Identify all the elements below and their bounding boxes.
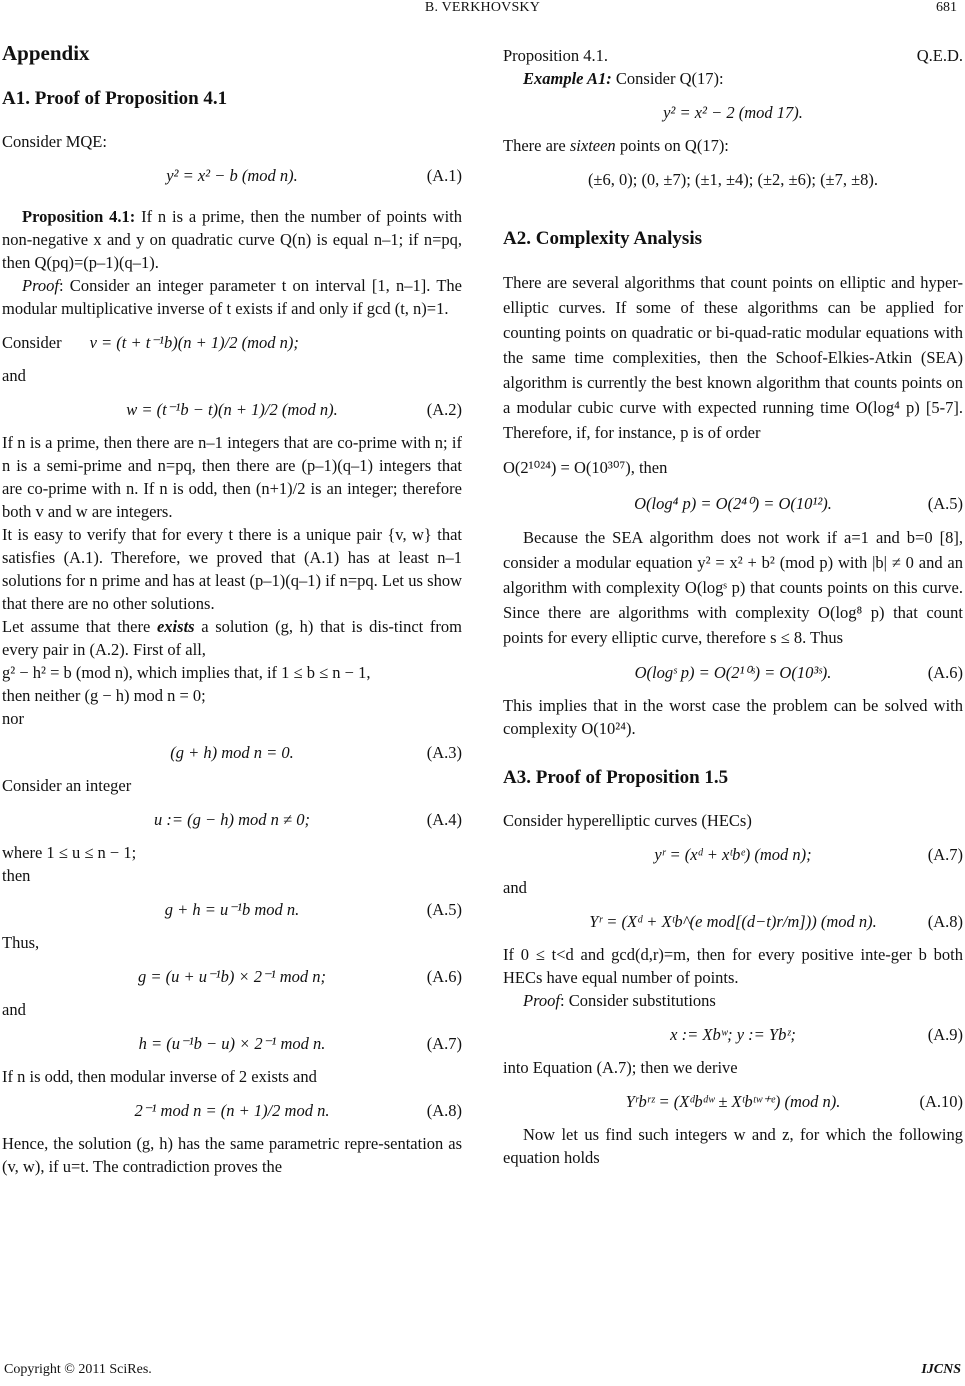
equation-a3 — [2, 738, 462, 766]
proposition-text: If n is a prime, then the number of points with non-negative x and y on quadratic curve Q(n) is equal n–1; if n=pq, then Q(pq)=(p–1)(q–1). — [2, 207, 462, 272]
para-now: Now let us find such integers w and z, for which the following equation holds — [503, 1125, 963, 1167]
equation-a1 — [2, 161, 462, 189]
equation-a3-body: (g + h) mod n = 0. — [170, 742, 294, 762]
equation-a7-right-number: (A.7) — [927, 844, 963, 864]
proof-label: Proof — [22, 276, 59, 295]
equation-a2 — [2, 395, 462, 423]
para-coprime: If n is a prime, then there are n–1 integers that are co-prime with n; if n is a semi-prime and n=pq, then there are (p–1)(q–1) integers that are co-prime with n. If n is odd, then (n+1)/2 is an integer; therefore both v and w are integers. — [2, 433, 462, 521]
consider-word: Consider — [2, 332, 62, 352]
equation-a2-number: (A.2) — [426, 399, 462, 419]
equation-a6-right — [503, 658, 963, 686]
if-odd: If n is odd, then modular inverse of 2 exists and — [2, 1067, 317, 1086]
right-column — [503, 44, 963, 1169]
equation-gh-line: g² − h² = b (mod n), which implies that, if 1 ≤ b ≤ n − 1, — [2, 663, 371, 682]
equation-a7 — [2, 1029, 462, 1057]
equation-a7-number: (A.7) — [426, 1033, 462, 1053]
equation-a7-right — [503, 840, 963, 868]
footer-journal: IJCNS — [921, 1362, 961, 1377]
qed-mark: Q.E.D. — [916, 46, 963, 65]
equation-a8 — [2, 1096, 462, 1124]
sixteen-end: points on Q(17): — [615, 136, 729, 155]
equation-a1-number: (A.1) — [426, 165, 462, 185]
nor: nor — [2, 709, 24, 728]
para-worst: This implies that in the worst case the problem can be solved with complexity O(10²⁴). — [503, 696, 963, 738]
equation-a5-number: (A.5) — [426, 899, 462, 919]
para-verify: It is easy to verify that for every t there is a unique pair {v, w} that satisfies (A.1). Therefore, we proved that (A.1) has at least n–1 solutions for n prime and has at least (p–1)(q–1) if n=pq. Let us show that there are no other solutions. — [2, 525, 462, 613]
equation-a8-right-body: Yʳ = (Xᵈ + Xᵗb^(e mod[(d−t)r/m])) (mod n). — [589, 911, 877, 931]
equation-a1-body: y² = x² − b (mod n). — [166, 165, 298, 185]
equation-a5 — [2, 895, 462, 923]
equation-a10-number: (A.10) — [919, 1091, 963, 1111]
where-line: where 1 ≤ u ≤ n − 1; — [2, 843, 137, 862]
and-1: and — [2, 366, 26, 385]
proposition-4-1 — [2, 205, 462, 274]
para-hence: Hence, the solution (g, h) has the same parametric repre-sentation as (v, w), if u=t. The contradiction proves the — [2, 1134, 462, 1176]
equation-example — [503, 98, 963, 126]
equation-points — [503, 165, 963, 193]
para-because: Because the SEA algorithm does not work if a=1 and b=0 [8], consider a modular equation y² = x² + b² (mod p) with |b| ≠ 0 and an algorithm with complexity O(logˢ p) that counts points on this curve. Since there are algorithms with complexity O(log⁸ p) that count points for every elliptic curve, therefore s ≤ 8. Thus — [503, 528, 963, 647]
proof-2 — [503, 989, 963, 1012]
equation-v — [2, 328, 462, 356]
equation-example-body: y² = x² − 2 (mod 17). — [663, 102, 803, 122]
consider-integer: Consider an integer — [2, 776, 132, 795]
para-if-t: If 0 ≤ t<d and gcd(d,r)=m, then for every positive inte-ger b both HECs have equal number of points. — [503, 945, 963, 987]
equation-a8-number: (A.8) — [426, 1100, 462, 1120]
equation-order-body: O(2¹⁰²⁴) = O(10³⁰⁷), then — [503, 457, 668, 477]
proof-text: : Consider an integer parameter t on interval [1, n–1]. The modular multiplicative inverse of t exists if and only if gcd (t, n)=1. — [2, 276, 462, 318]
proof2-text: : Consider substitutions — [559, 991, 716, 1010]
equation-a8-right-number: (A.8) — [927, 911, 963, 931]
equation-a6-right-number: (A.6) — [927, 662, 963, 682]
section-a1-heading: A1. Proof of Proposition 4.1 — [2, 88, 228, 109]
equation-a5-right-body: O(log⁴ p) = O(2⁴⁰) = O(10¹²). — [634, 493, 832, 513]
left-column — [2, 38, 462, 1178]
sixteen-italic: sixteen — [569, 136, 616, 155]
example-text: Consider Q(17): — [611, 69, 724, 88]
consider-hec: Consider hyperelliptic curves (HECs) — [503, 811, 752, 830]
equation-a4-number: (A.4) — [426, 809, 462, 829]
equation-a9 — [503, 1020, 963, 1048]
equation-a2-body: w = (t⁻¹b − t)(n + 1)/2 (mod n). — [126, 399, 338, 419]
into-equation: into Equation (A.7); then we derive — [503, 1058, 738, 1077]
equation-a8-body: 2⁻¹ mod n = (n + 1)/2 mod n. — [134, 1100, 330, 1120]
consider-mqe: Consider MQE: — [2, 132, 107, 151]
equation-a5-right — [503, 489, 963, 517]
equation-a3-number: (A.3) — [426, 742, 462, 762]
equation-a5-right-number: (A.5) — [927, 493, 963, 513]
equation-a7-body: h = (u⁻¹b − u) × 2⁻¹ mod n. — [138, 1033, 326, 1053]
equation-a6-body: g = (u + u⁻¹b) × 2⁻¹ mod n; — [137, 966, 327, 986]
equation-a10 — [503, 1087, 963, 1115]
proof2-label: Proof — [523, 991, 560, 1010]
equation-v-body: v = (t + t⁻¹b)(n + 1)/2 (mod n); — [89, 332, 299, 352]
section-a2-heading: A2. Complexity Analysis — [503, 228, 702, 249]
para-assume-end: a solution (g, h) that is dis-tinct from every pair in (A.2). First of all, — [2, 617, 462, 659]
example-label: Example A1: — [523, 69, 612, 88]
example-a1 — [503, 67, 963, 90]
appendix-heading: Appendix — [2, 41, 90, 65]
running-header-author: B. VERKHOVSKY — [424, 0, 541, 15]
equation-a6-right-body: O(logˢ p) = O(2¹⁰ˢ) = O(10³ˢ). — [634, 662, 832, 682]
thus-1: Thus, — [2, 933, 40, 952]
para-assume-start: Let assume that there — [2, 617, 157, 636]
equation-a4 — [2, 805, 462, 833]
para-assume — [2, 615, 462, 661]
equation-points-body: (±6, 0); (0, ±7); (±1, ±4); (±2, ±6); (±7, ±8). — [587, 169, 879, 189]
then-neither: then neither (g − h) mod n = 0; — [2, 686, 206, 705]
then-1: then — [2, 866, 31, 885]
equation-a10-body: Yʳbʳᶻ = (Xᵈbᵈʷ ± Xᵗbᵗʷ⁺ᵉ) (mod n). — [625, 1091, 841, 1111]
page-number: 681 — [936, 0, 957, 15]
equation-a8-right — [503, 907, 963, 935]
para-assume-bold: exists — [156, 617, 195, 636]
section-a3-heading: A3. Proof of Proposition 1.5 — [503, 767, 729, 788]
equation-order — [503, 453, 963, 481]
sixteen-start: There are — [503, 136, 570, 155]
equation-a6 — [2, 962, 462, 990]
proposition-end-line — [503, 44, 963, 67]
equation-a9-number: (A.9) — [927, 1024, 963, 1044]
equation-a4-body: u := (g − h) mod n ≠ 0; — [154, 809, 310, 829]
sixteen-points — [503, 134, 963, 157]
and-2: and — [2, 1000, 26, 1019]
footer-copyright: Copyright © 2011 SciRes. — [4, 1362, 152, 1377]
equation-a5-body: g + h = u⁻¹b mod n. — [164, 899, 300, 919]
equation-a9-body: x := Xbʷ; y := Ybᶻ; — [670, 1024, 796, 1044]
proposition-end: Proposition 4.1. — [503, 46, 608, 65]
proof-paragraph — [2, 274, 462, 320]
proposition-label: Proposition 4.1: — [22, 207, 136, 226]
equation-a7-right-body: yʳ = (xᵈ + xᵗbᵉ) (mod n); — [654, 844, 812, 864]
equation-a6-number: (A.6) — [426, 966, 462, 986]
and-3: and — [503, 878, 527, 897]
para-sea: There are several algorithms that count points on elliptic and hyper-elliptic curves. If some of these algorithms can be applied for counting points on quadratic or bi-quad-ratic modular equations with the same time complexities, then the Schoof-Elkies-Atkin (SEA) algorithm is currently the best known algorithm that counts points on a modular cubic curve with expected running time O(log⁴ p) [5-7]. Therefore, if, for instance, p is of order — [503, 273, 963, 442]
